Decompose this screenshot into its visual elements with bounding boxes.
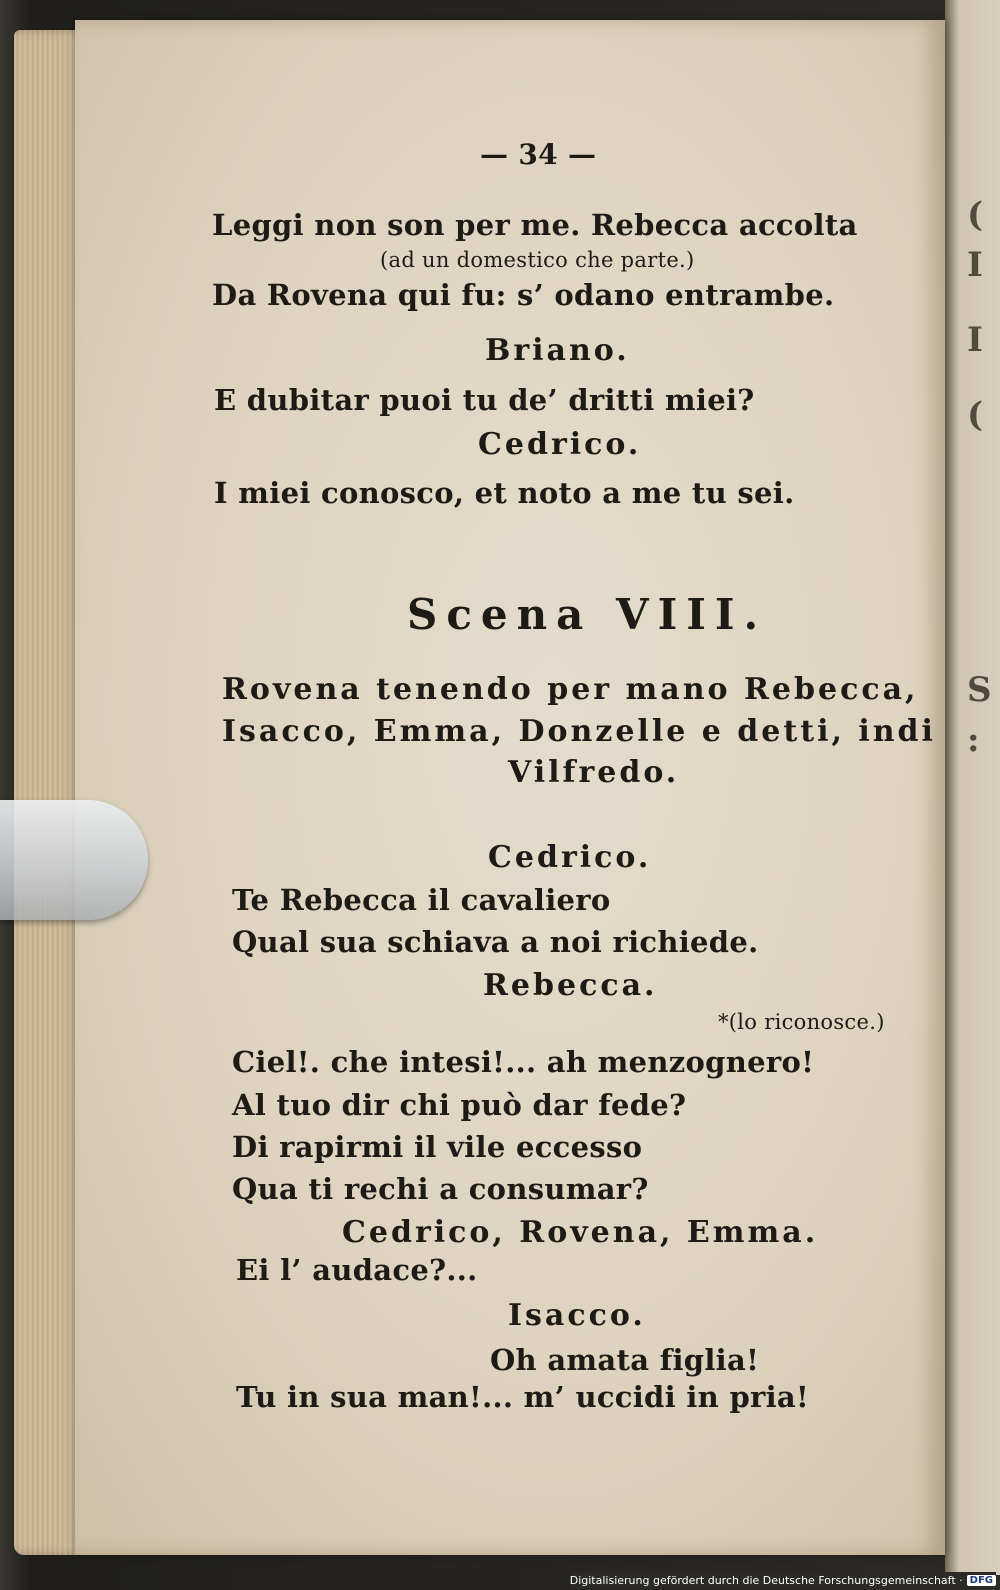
verse-line: Te Rebecca il cavaliero bbox=[232, 883, 611, 917]
verse-line: I miei conosco, et noto a me tu sei. bbox=[214, 476, 795, 510]
verse-line: Ei l’ audace?... bbox=[236, 1253, 478, 1287]
verse-line: Tu in sua man!... m’ uccidi in pria! bbox=[236, 1380, 810, 1414]
cast-line: Vilfredo. bbox=[508, 755, 680, 790]
verse-line: Oh amata figlia! bbox=[490, 1343, 760, 1377]
verse-line: Ciel!. che intesi!... ah menzognero! bbox=[232, 1045, 815, 1079]
dfg-logo-icon: DFG bbox=[967, 1575, 996, 1586]
footer-text: Digitalisierung gefördert durch die Deutsche Forschungsgemeinschaft · bbox=[569, 1573, 963, 1587]
facing-page-edge: ( I I ( S : bbox=[945, 0, 1000, 1575]
cast-line: Rovena tenendo per mano Rebecca, bbox=[222, 672, 919, 707]
verse-line: Leggi non son per me. Rebecca accolta bbox=[212, 208, 858, 242]
scene-title: Scena VIII. bbox=[407, 590, 768, 639]
verse-line: E dubitar puoi tu de’ dritti miei? bbox=[214, 383, 755, 417]
speaker-name: Cedrico. bbox=[478, 427, 642, 462]
stage-direction: (ad un domestico che parte.) bbox=[380, 248, 695, 272]
verse-line: Al tuo dir chi può dar fede? bbox=[232, 1088, 687, 1122]
verse-line: Qual sua schiava a noi richiede. bbox=[232, 925, 759, 959]
verse-line: Qua ti rechi a consumar? bbox=[232, 1172, 649, 1206]
page-clip bbox=[0, 800, 148, 920]
speaker-name: Isacco. bbox=[508, 1298, 646, 1333]
stage-direction: *(lo riconosce.) bbox=[718, 1010, 885, 1034]
cast-line: Isacco, Emma, Donzelle e detti, indi bbox=[222, 714, 936, 749]
verse-line: Da Rovena qui fu: s’ odano entrambe. bbox=[212, 278, 835, 312]
verse-line: Di rapirmi il vile eccesso bbox=[232, 1130, 643, 1164]
speaker-name: Cedrico, Rovena, Emma. bbox=[342, 1215, 819, 1250]
speaker-name: Briano. bbox=[485, 333, 630, 368]
page-number: — 34 — bbox=[480, 138, 597, 171]
digitization-footer bbox=[570, 1572, 996, 1588]
speaker-name: Rebecca. bbox=[483, 968, 658, 1003]
speaker-name: Cedrico. bbox=[488, 840, 652, 875]
